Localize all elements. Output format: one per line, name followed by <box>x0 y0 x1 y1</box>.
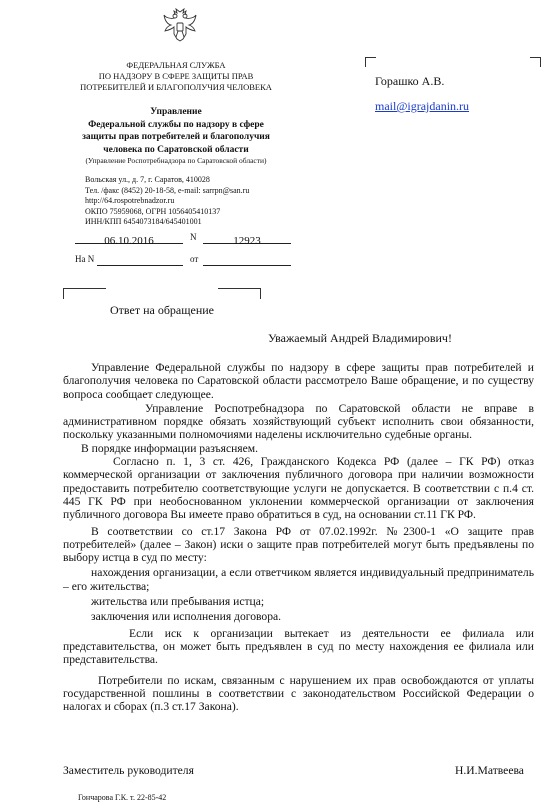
reply-from-label: от <box>190 254 199 264</box>
contact-line: Вольская ул., д. 7, г. Саратов, 410028 <box>85 175 210 184</box>
coat-of-arms-icon <box>162 6 198 46</box>
addressee-bracket-right <box>530 57 541 67</box>
contacts <box>40 175 312 228</box>
subject-line: Ответ на обращение <box>110 303 214 317</box>
signatory-name: Н.И.Матвеева <box>455 764 524 777</box>
executor-note: Гончарова Г.К. т. 22-85-42 <box>78 793 167 802</box>
paragraph: нахождения организации, а если ответчиком является индивидуальный предприниматель – его жительства; <box>63 566 534 593</box>
department-line: Управление <box>150 107 202 117</box>
number-value: 12923 <box>233 235 261 247</box>
contact-line: ОКПО 75959068, ОГРН 1056405410137 <box>85 206 221 216</box>
letter-body <box>63 361 534 713</box>
paragraph: Потребители по искам, связанным с нарушением их прав освобождаются от уплаты государственной пошлины в соответствии с законодательством Российской Федерации о налогах и сборах (п.3 ст.17 Закона). <box>63 673 534 714</box>
service-line: ПОТРЕБИТЕЛЕЙ И БЛАГОПОЛУЧИЯ ЧЕЛОВЕКА <box>80 82 272 92</box>
service-line: ПО НАДЗОРУ В СФЕРЕ ЗАЩИТЫ ПРАВ <box>98 71 254 81</box>
salutation: Уважаемый Андрей Владимирович! <box>268 331 452 345</box>
paragraph: Управление Федеральной службы по надзору в сфере защиты прав потребителей и благополучия человека по Саратовской области рассмотрело Ваше обращение, и по существу вопроса сообщает следующее. <box>63 361 534 401</box>
department-line: Федеральной службы по надзору в сфере <box>88 119 264 130</box>
department-short-name: (Управление Роспотребнадзора по Саратовской области) <box>85 156 267 165</box>
emblem <box>162 6 198 46</box>
number-label: N <box>190 232 197 242</box>
department-name <box>40 106 312 156</box>
number-field <box>203 231 291 247</box>
addressee <box>375 73 535 114</box>
contact-line: http://64.rospotrebnadzor.ru <box>85 196 175 205</box>
date-field <box>75 231 183 247</box>
paragraph: Если иск к организации вытекает из деятельности ее филиала или представительства, он может быть предъявлен в суд по месту нахождения ее филиала или представительства. <box>63 626 534 667</box>
subject-bracket-right <box>218 288 261 299</box>
addressee-name: Горашко А.В. <box>375 74 445 88</box>
paragraph: В порядке информации разъясняем. <box>81 441 259 455</box>
reply-date-field <box>203 253 291 266</box>
service-line: ФЕДЕРАЛЬНАЯ СЛУЖБА <box>126 60 226 70</box>
department-line: человека по Саратовской области <box>103 144 249 155</box>
paragraph: Согласно п. 1, 3 ст. 426, Гражданского Кодекса РФ (далее – ГК РФ) отказ коммерческой организации от заключения публичного договора при наличии возможности предоставить потребителю соответствующие услуги не допускается. В соответствии с п.4 ст. 445 ГК РФ при необоснованном уклонении коммерческой организации от заключения публичного договора Вы имеете право обратиться в суд, на основании ст.11 ГК РФ. <box>63 455 534 522</box>
paragraph: заключения или исполнения договора. <box>91 610 282 624</box>
reply-number-label: На N <box>75 254 95 264</box>
subject-bracket-left <box>63 288 106 299</box>
contact-line: ИНН/КПП 6454073184/645401001 <box>85 217 202 226</box>
department-line: защиты прав потребителей и благополучия <box>82 132 270 142</box>
contact-line: Тел. /факс (8452) 20-18-58, e-mail: sarrpn@san.ru <box>85 185 250 195</box>
paragraph: В соответствии со ст.17 Закона РФ от 07.02.1992г. №2300-1 «О защите прав потребителей» (далее – Закон) иски о защите прав потребителей могут быть предъявлены по выбору истца в суд по месту: <box>63 524 534 565</box>
paragraph: Управление Роспотребнадзора по Саратовской области не вправе в административном порядке обязать хозяйствующий субъект исполнить свои обязанности, поскольку указанными полномочиями наделены исключительно судебные органы. <box>63 401 534 442</box>
service-name <box>40 60 312 93</box>
signatory-position: Заместитель руководителя <box>63 764 194 777</box>
reply-number-field <box>97 253 183 266</box>
paragraph: жительства или пребывания истца; <box>91 595 265 609</box>
addressee-bracket-left <box>365 57 376 67</box>
addressee-email[interactable] <box>375 98 535 114</box>
letterhead <box>40 60 312 228</box>
addressee-email-link[interactable]: mail@igrajdanin.ru <box>375 99 470 113</box>
date-value: 06.10.2016 <box>104 235 154 247</box>
